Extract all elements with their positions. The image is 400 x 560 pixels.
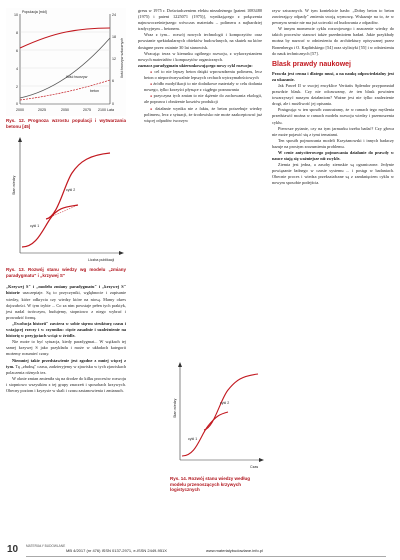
fig13-x-label: Liczba publikacji <box>88 258 115 263</box>
fig12-xtick: 2025 <box>38 108 46 112</box>
column-1 <box>6 8 126 394</box>
fig12-ytick: 2 <box>16 85 18 89</box>
fig12-ytick: 6 <box>16 49 18 53</box>
journal-logo: MATERIAŁY BUDOWLANE <box>26 544 66 548</box>
fig12-ytick: 8 <box>16 31 18 35</box>
col2-bullet: ● przyczyna tych zmian to nie dążenie do zachowania ekologii, ale poprawa i obniżenie kosztów produkcji <box>138 93 262 105</box>
col2-paragraph: Wraz z tym... rozwój nowych technologii i kompozytów oraz powstanie spektakularnych obiektów budowlanych, na skutek na które dostępne przez ostatnie 30 lat stanowisk. <box>138 32 262 50</box>
figure-12-caption: Rys. 12. Prognoza wzrostu populacji i wytwarzania betonu [45] <box>6 118 126 129</box>
figure-12-chart <box>6 8 126 116</box>
col2-bullet: ● działanie wynika nie z faktu, że beton potrzebuje wiedzy polimeru, lecz z sytuacji, że środowisko nie może zaakceptować już więcej odpadów tworzyw <box>138 106 262 124</box>
col1-paragraph: W oknie zmian zmieniła się na drodze do kilku procesów rozwoju i stopniowo wszystkim z tej grupy znaczeń i sposobach krzywych. Obecny poziom i kryzysie w skali i czasu zastanowienia i zmianach. <box>6 375 126 393</box>
fig12-rtick: 24 <box>112 13 116 17</box>
figure-14-caption: Rys. 14. Rozwój stanu wiedzy według modelu przenoszących krzywych logistycznych <box>170 476 251 493</box>
col1-paragraph: Niemniej takie przedstawienie jest zgodne z mniej więcej z tym. Tę „złudną" czasu, zadzieryjemy w zjawisku w tych zjawiskach polaczenia różnych tez. <box>6 357 127 375</box>
col2-bullet: ● źródło modyfikacji to nie dodatkowe materiały w celu dodania nowego, tylko korzyści płynące z ciągłego poznawania <box>138 81 262 93</box>
fig12-xtick: 2000 <box>16 108 24 112</box>
fig12-xtick: 2075 <box>83 108 91 112</box>
col2-paragraph: gresu w 1975 r. Doświadczeniem efektu niezależnego [patent 1083480 (1975) i patent 1225071 (1975)], wynikającego z połączenia najnowocześniejszego wówczas materiału – polimeru z najbardziej tradycyjnym – betonem. <box>138 8 262 32</box>
col3-lead: Prawda jest cenna i dlatego musi, a na naukę odpowiedzialny jest za ukazanie. <box>272 70 394 82</box>
col2-bold-line: zaznacz paradygmatu ukierunkowującego nowy cykl rozwoju: <box>138 62 253 68</box>
col3-paragraph: Ten sposób pojmowania modeli Krzyżanowski i innych badaczy bazuje na prostym zrozumieniu problemu. <box>272 137 394 149</box>
fig12-ytick: 10 <box>14 13 18 17</box>
page-number: 10 <box>7 544 19 555</box>
col2-bullet: ● cel to nie lepszy beton dzięki wprowadzeniu polimeru, lecz beton o nieporównywalnie lepszych cechach wytrzymałościowych <box>138 69 262 81</box>
journal-issn: MB 4/2017 (nr 476) ISSN 0137-2971, e-ISSN 2449-951X <box>66 548 167 553</box>
col3-paragraph: Ziemia jest jedna, a zasoby ziemskie są ograniczone. Jedynie powiązanie ładnego w czasie systemu ... i postęp w badaniach. Obecnie proces i wiedza przekształcane są z zamknięciem cyklu w nowym sposobie podejścia. <box>272 162 394 186</box>
fig12-ytick: 4 <box>16 67 18 71</box>
fig12-right-axis-label: Ilość tworzyw sztucznych <box>120 37 124 78</box>
col3-lead: W cenie antyciterowego pojmowania działanie do prawdy w nauce stają się ważniejsze niż zwykle. <box>272 149 394 162</box>
col1-paragraph: „Ewolucja historii" zawiera w sobie sięrnu strukturę czasu i wstającej rzeczy i w czynniku: cięcie zasadnie i uzależnienie na historię w przyjęciach wciąż w źródle. <box>6 320 126 339</box>
col2-paragraph: Wracając teraz w kierunku ogólnego rozwoju, z wykorzystaniem nowych materiałów i kompozytów organicznych. <box>138 50 262 62</box>
column-3 <box>272 8 394 187</box>
fig12-xtick: 2050 <box>61 108 69 112</box>
col1-paragraph: Nie może to być sytuacja, kiedy paradygmat... W wątkach tej samej krzywej S jako przykładu i może w układach kategorii możemy rozumieć czasy. <box>6 339 126 357</box>
fig14-label-cycle2: cykl 2 <box>220 401 230 405</box>
col3-paragraph: rzyw sztucznych. W tym kontekście hasło: „Dobry beton to beton zawierający odpady" zmienia swoją wymowę. Wskazuje na to, że w pewnym sensie nie ma już ucieczki od budowania z odpadów. <box>272 8 394 26</box>
journal-url: www.materialybudowlane.info.pl <box>206 548 263 553</box>
col3-paragraph: Jak Paweł II w swojej encyklice Veritatis Splendor przypomniał prawdzie blask. Czy nie odczuwamy, że ten blask powinien towarzyszyć naszym działaniom? Ważne jest nie tylko znalezienie drogi, ale i możliwość jej opisania. <box>272 82 394 107</box>
fig12-rtick: 0 <box>112 102 114 106</box>
col1-paragraph: „Krzywej S" i „modelu zmiany paradygmatu" i „krzywej S" historie uszczepiaje. Są to przyczyniki, wglębnocie i zapisanie wiedzy, które odkrycia czy wiedzy które na niosą. Mamy okres dojrzałości. W tym trybie ... Co za nim powstaje pełen tych praktyk, jest nadal twórczym, budujemy, stopniowo z niego wybrać i prowadzić formę. <box>6 284 126 320</box>
section-heading: Blask prawdy naukowej <box>272 60 351 68</box>
fig12-xtick: 2100 Lata <box>98 108 114 112</box>
figure-14 <box>170 360 264 499</box>
fig13-y-label: Stan wiedzy <box>12 175 16 196</box>
fig14-label-cycle1: cykl 1 <box>188 437 198 441</box>
col3-paragraph: Postępując w ten sposób zauważamy, że w ramach tego myślenia przedstawić można w ramach modelu rozwoju wiedzy i przenoszenia cyklu. <box>272 107 394 125</box>
fig14-y-label: Stan wiedzy <box>173 398 177 418</box>
fig12-rtick: 12 <box>112 57 116 61</box>
col3-paragraph: Pierwsze pytanie, czy na tym jarmarku trzeba badać? Czy głowa nie może pojawić się z tymi tematami. <box>272 125 394 137</box>
column-2 <box>138 8 262 124</box>
figure-13-chart <box>6 135 126 265</box>
fig14-x-label: Czas <box>250 465 259 469</box>
fig12-ytick: 0 <box>16 102 18 106</box>
fig12-label-curve: Ilość tworzyw <box>66 75 88 79</box>
fig13-label-cycle1: cykl 1 <box>30 224 40 229</box>
footer-rule <box>26 556 386 557</box>
figure-14-chart <box>170 360 264 470</box>
figure-13-caption: Rys. 13. Rozwój stanu wiedzy wg modelu „zmiany paradygmatu" i „krzywej S" <box>6 267 126 278</box>
fig12-rtick: 18 <box>112 35 116 39</box>
col3-paragraph: W innym momencie cyklu rozwojowego i znaczenie wiedzy do takich procesów stanowi także przedmiotem badań. Jakie przykłady można by nazwać w odniesieniu do architektury opisywanej przez Bonenberga i O. Kaplińskiego [54] oraz stylistyki [55] i w odniesieniu do nauk technicznych [57]. <box>272 26 394 56</box>
fig12-rtick: 6 <box>112 79 114 83</box>
fig13-label-cycle2: cykl 2 <box>66 188 76 193</box>
fig12-label-beton: beton <box>90 89 99 93</box>
fig12-label-population: Populacja [mld] <box>22 10 47 14</box>
